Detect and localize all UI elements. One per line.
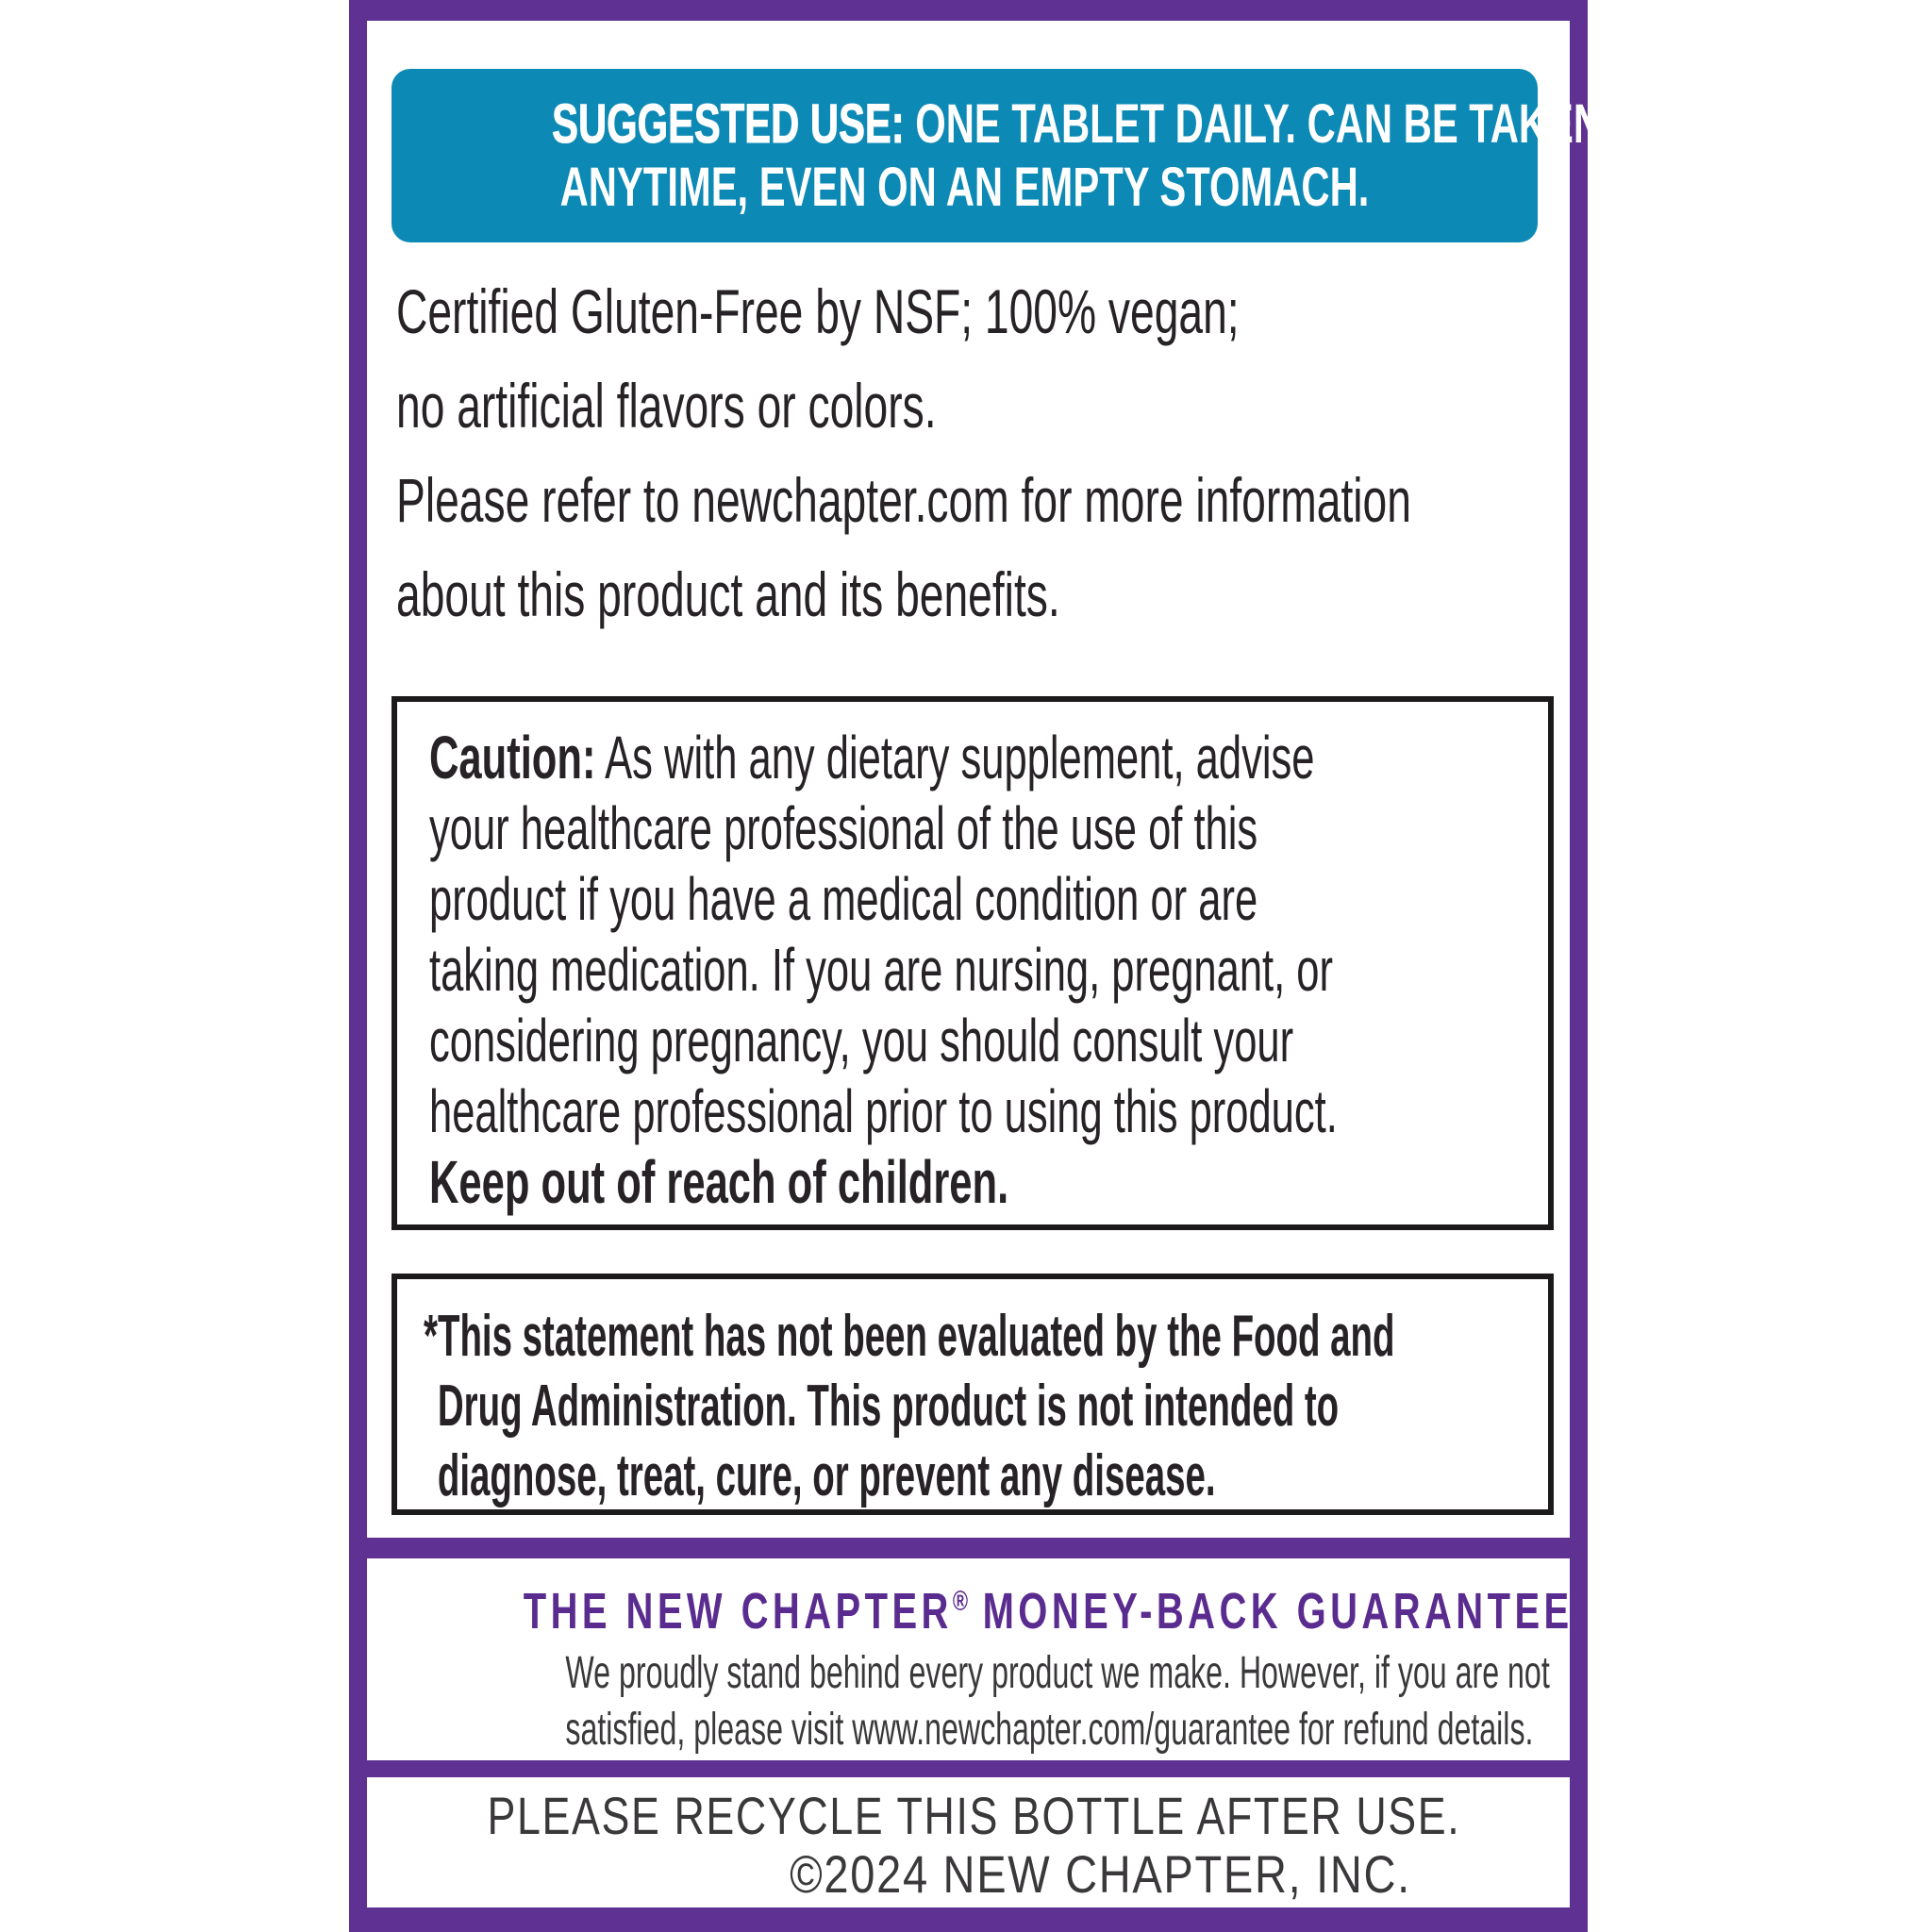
purple-bottom-band [349, 1907, 1588, 1932]
recycle-copyright-section [367, 1777, 1570, 1907]
supplement-label-back [349, 0, 1603, 1932]
text-line: your healthcare professional of the use of this [429, 794, 1258, 862]
text-line: no artificial flavors or colors. [396, 371, 937, 441]
text-line: *This statement has not been evaluated by the Food and [424, 1304, 1395, 1369]
text-line: Keep out of reach of children. [429, 1148, 1009, 1216]
certification-text [396, 264, 1601, 453]
text-line: Please refer to newchapter.com for more information [396, 465, 1411, 535]
text-line: considering pregnancy, you should consult your [429, 1007, 1294, 1074]
text-line: about this product and its benefits. [396, 559, 1060, 629]
purple-separator-bottom [349, 1760, 1588, 1777]
registered-mark: ® [952, 1586, 969, 1617]
caution-box [391, 696, 1554, 1230]
guarantee-title-prefix: THE NEW CHAPTER [523, 1583, 953, 1640]
purple-separator-top [349, 1538, 1588, 1558]
text-line: SUGGESTED USE: ONE TABLET DAILY. CAN BE TAKEN [552, 93, 1603, 155]
text-line: Caution: As with any dietary supplement, advise [429, 724, 1315, 791]
text-line: We proudly stand behind every product we make. However, if you are not [565, 1648, 1550, 1698]
fda-disclaimer-box [391, 1274, 1554, 1515]
guarantee-title-suffix: MONEY-BACK GUARANTEE [968, 1583, 1574, 1640]
text-line: ANYTIME, EVEN ON AN EMPTY STOMACH. [559, 157, 1370, 218]
text-line: satisfied, please visit www.newchapter.com/guarantee for refund details. [565, 1705, 1534, 1755]
text-line: Drug Administration. This product is not intended to [437, 1374, 1340, 1439]
text-line: Certified Gluten-Free by NSF; 100% vegan; [396, 276, 1240, 346]
recycle-notice: PLEASE RECYCLE THIS BOTTLE AFTER USE. [487, 1786, 1461, 1845]
money-back-guarantee-section [367, 1558, 1574, 1760]
guarantee-body [367, 1645, 1570, 1758]
guarantee-title [523, 1574, 1574, 1640]
text-line: healthcare professional prior to using this product. [429, 1077, 1338, 1145]
more-info-text [396, 453, 1846, 641]
copyright-notice: ©2024 NEW CHAPTER, INC. [790, 1844, 1411, 1904]
suggested-use-banner [391, 69, 1603, 242]
text-line: diagnose, treat, cure, or prevent any disease. [437, 1443, 1216, 1508]
text-line: product if you have a medical condition or are [429, 865, 1258, 933]
text-line: taking medication. If you are nursing, pregnant, or [429, 936, 1333, 1004]
